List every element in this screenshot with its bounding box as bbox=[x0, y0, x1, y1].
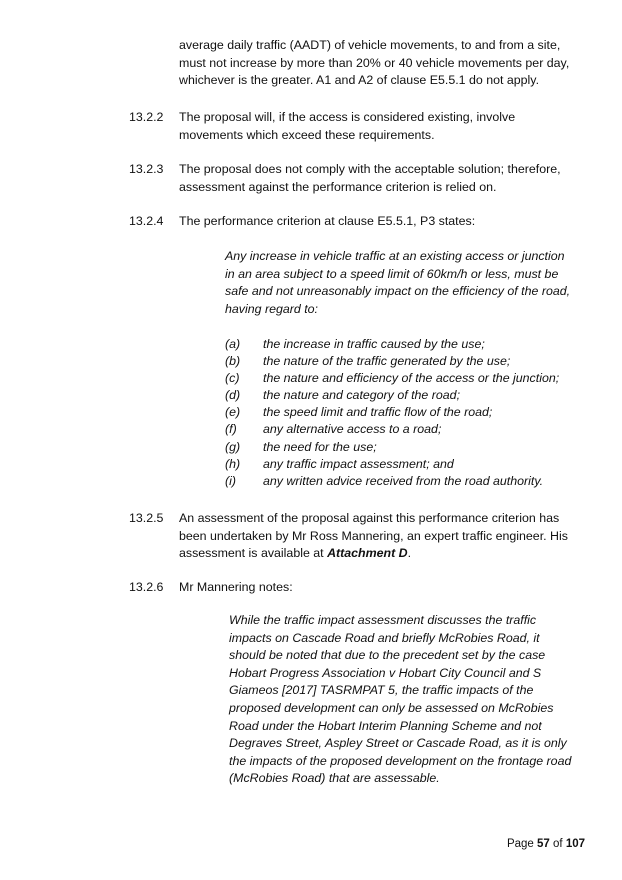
intro-paragraph bbox=[179, 37, 594, 90]
list-item-label: (d) bbox=[225, 388, 241, 403]
list-item-text: the increase in traffic caused by the use; bbox=[263, 337, 485, 351]
quote-line: should be noted that due to the precedent set by the case bbox=[229, 648, 546, 663]
criterion-quote bbox=[225, 248, 605, 318]
paragraph-number-13-2-5: 13.2.5 bbox=[129, 511, 164, 525]
paragraph-number-13-2-6: 13.2.6 bbox=[129, 580, 164, 594]
quote-line: having regard to: bbox=[225, 301, 318, 316]
quote-line: impacts on Cascade Road and briefly McRobies Road, it bbox=[229, 630, 540, 645]
paragraph-line-end: . bbox=[407, 546, 412, 561]
paragraph-13-2-3 bbox=[179, 161, 594, 196]
paragraph-13-2-2 bbox=[179, 109, 594, 144]
paragraph-line: assessment is available at bbox=[179, 546, 328, 561]
page-total: 107 bbox=[565, 838, 585, 850]
quote-line: the impacts of the proposed development on the frontage road bbox=[229, 753, 572, 768]
quote-line: While the traffic impact assessment discusses the traffic bbox=[229, 613, 537, 627]
intro-line: average daily traffic (AADT) of vehicle movements, to and from a site, bbox=[179, 38, 561, 52]
paragraph-line: The performance criterion at clause E5.5.1, P3 states: bbox=[179, 214, 476, 228]
paragraph-13-2-4 bbox=[179, 213, 594, 231]
page-footer bbox=[507, 836, 585, 854]
list-item-text: the nature and category of the road; bbox=[263, 388, 461, 403]
list-item-text: the need for the use; bbox=[263, 439, 377, 454]
paragraph-number-13-2-3: 13.2.3 bbox=[129, 162, 164, 176]
list-item-text: any traffic impact assessment; and bbox=[263, 456, 454, 471]
paragraph-line: been undertaken by Mr Ross Mannering, an expert traffic engineer. His bbox=[179, 528, 568, 543]
list-item-text: the nature and efficiency of the access or the junction; bbox=[263, 371, 560, 386]
quote-line: in an area subject to a speed limit of 60km/h or less, must be bbox=[225, 266, 559, 281]
quote-line: Giameos [2017] TASRMPAT 5, the traffic impacts of the bbox=[229, 683, 534, 698]
quote-line: (McRobies Road) that are assessable. bbox=[229, 771, 440, 786]
mannering-quote bbox=[229, 612, 601, 788]
list-item-label: (c) bbox=[225, 371, 240, 386]
intro-line: whichever is the greater. A1 and A2 of clause E5.5.1 do not apply. bbox=[179, 73, 540, 88]
list-item-label: (i) bbox=[225, 473, 237, 488]
list-item-label: (f) bbox=[225, 422, 237, 437]
paragraph-number-13-2-4: 13.2.4 bbox=[129, 214, 164, 228]
page-number: 57 bbox=[537, 838, 550, 850]
paragraph-13-2-6 bbox=[179, 579, 594, 597]
list-item-text: the nature of the traffic generated by the use; bbox=[263, 354, 511, 369]
quote-line: Hobart Progress Association v Hobart City Council and S bbox=[229, 665, 542, 680]
list-item-text: any written advice received from the road authority. bbox=[263, 473, 544, 488]
quote-line: Road under the Hobart Interim Planning Scheme and not bbox=[229, 718, 542, 733]
list-item-label: (g) bbox=[225, 439, 241, 454]
paragraph-number-13-2-2: 13.2.2 bbox=[129, 110, 164, 124]
list-item-label: (b) bbox=[225, 354, 241, 369]
paragraph-line: The proposal will, if the access is considered existing, involve bbox=[179, 110, 516, 124]
footer-prefix: Page bbox=[506, 838, 538, 850]
paragraph-line: Mr Mannering notes: bbox=[179, 580, 293, 594]
paragraph-line: The proposal does not comply with the acceptable solution; therefore, bbox=[179, 162, 561, 176]
paragraph-line: movements which exceed these requirements. bbox=[179, 127, 435, 142]
attachment-reference: Attachment D bbox=[327, 546, 408, 561]
list-item-text: the speed limit and traffic flow of the road; bbox=[263, 405, 493, 420]
list-item-label: (h) bbox=[225, 456, 241, 471]
paragraph-line: An assessment of the proposal against this performance criterion has bbox=[179, 511, 560, 525]
list-item-label: (e) bbox=[225, 405, 241, 420]
quote-line: proposed development can only be assessed on McRobies bbox=[229, 700, 554, 715]
paragraph-13-2-5 bbox=[179, 510, 594, 563]
quote-line: safe and not unreasonably impact on the efficiency of the road, bbox=[225, 284, 571, 299]
quote-line: Any increase in vehicle traffic at an existing access or junction bbox=[225, 249, 565, 263]
paragraph-line: assessment against the performance criterion is relied on. bbox=[179, 179, 497, 194]
quote-line: Degraves Street, Aspley Street or Cascade Road, as it is only bbox=[229, 736, 567, 751]
list-item-label: (a) bbox=[225, 337, 241, 351]
list-item-text: any alternative access to a road; bbox=[263, 422, 442, 437]
intro-line: must not increase by more than 20% or 40 vehicle movements per day, bbox=[179, 55, 570, 70]
footer-of: of bbox=[549, 838, 566, 850]
